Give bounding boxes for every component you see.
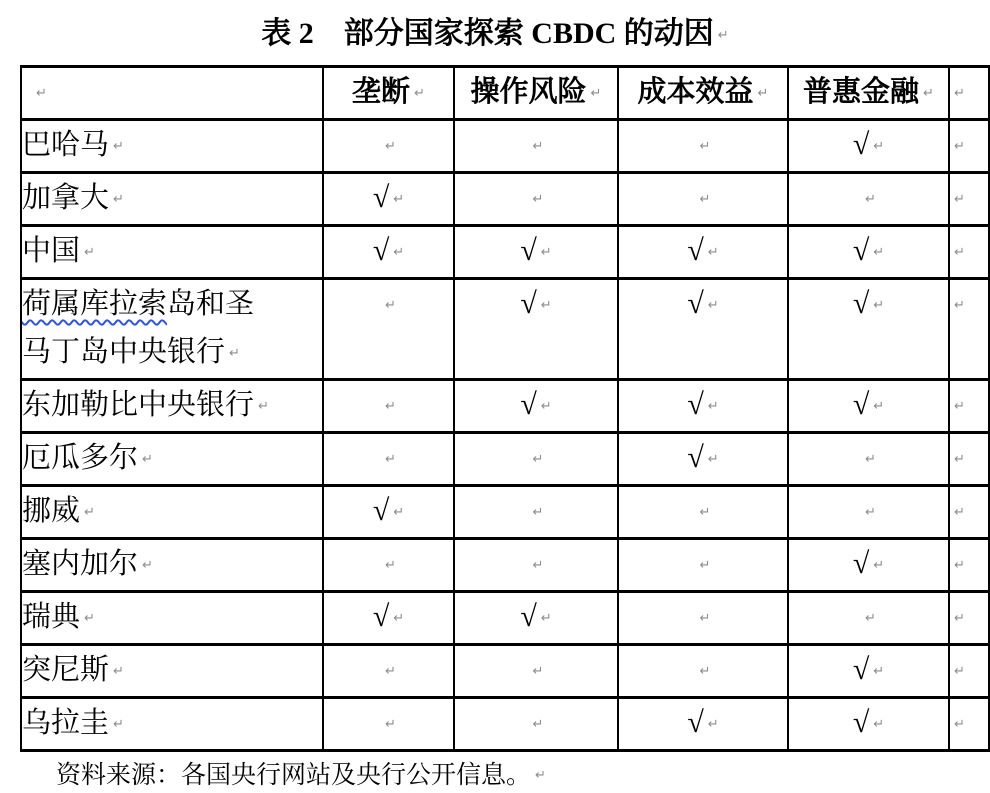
paragraph-mark: ↵ xyxy=(532,717,544,732)
country-name: 中国 xyxy=(22,235,81,267)
paragraph-mark: ↵ xyxy=(229,346,240,361)
empty-cell xyxy=(323,380,454,433)
paragraph-mark: ↵ xyxy=(532,139,544,154)
country-name: 突尼斯 xyxy=(22,654,110,686)
paragraph-mark: ↵ xyxy=(113,192,124,207)
row-end-mark-cell xyxy=(949,592,989,645)
paragraph-mark: ↵ xyxy=(532,452,544,467)
header-label: 成本效益 xyxy=(637,76,754,108)
row-end-mark-cell xyxy=(949,486,989,539)
empty-cell xyxy=(788,433,949,486)
paragraph-mark: ↵ xyxy=(865,505,876,520)
row-end-mark-cell xyxy=(949,380,989,433)
row-end-mark-cell xyxy=(949,539,989,592)
row-end-mark-cell xyxy=(949,645,989,698)
check-cell xyxy=(618,226,788,279)
table-title xyxy=(0,13,990,57)
source-note-text: 资料来源：各国央行网站及央行公开信息。 xyxy=(56,762,532,789)
check-mark: √ xyxy=(520,287,537,320)
check-mark: √ xyxy=(852,388,870,421)
paragraph-mark: ↵ xyxy=(142,452,153,467)
check-cell xyxy=(618,279,788,380)
paragraph-mark: ↵ xyxy=(385,717,396,732)
paragraph-mark: ↵ xyxy=(532,192,544,207)
table-row xyxy=(21,645,989,698)
paragraph-mark: ↵ xyxy=(873,298,885,313)
paragraph-mark: ↵ xyxy=(699,611,711,626)
paragraph-mark: ↵ xyxy=(385,298,396,313)
table-row xyxy=(21,592,989,645)
paragraph-mark: ↵ xyxy=(699,664,711,679)
table-row xyxy=(21,120,989,173)
paragraph-mark: ↵ xyxy=(865,192,876,207)
check-mark: √ xyxy=(372,600,390,633)
empty-cell xyxy=(323,433,454,486)
header-cell-financial-inclusion xyxy=(788,67,949,120)
check-mark: √ xyxy=(372,234,390,267)
table-body xyxy=(21,120,989,751)
paragraph-mark: ↵ xyxy=(113,664,124,679)
country-name: 挪威 xyxy=(22,495,81,527)
row-end-mark: ↵ xyxy=(954,86,965,101)
header-cell-monopoly xyxy=(323,67,454,120)
table-row xyxy=(21,539,989,592)
check-cell xyxy=(323,226,454,279)
table-title-text: 表 2 部分国家探索 CBDC 的动因 xyxy=(261,17,714,50)
country-cell xyxy=(21,645,323,698)
empty-cell xyxy=(618,173,788,226)
paragraph-mark: ↵ xyxy=(113,717,124,732)
check-mark: √ xyxy=(687,234,704,267)
row-end-mark: ↵ xyxy=(954,717,965,732)
country-cell xyxy=(21,433,323,486)
paragraph-mark: ↵ xyxy=(590,86,602,101)
header-cell-cost-benefit xyxy=(618,67,788,120)
table-row xyxy=(21,173,989,226)
paragraph-mark: ↵ xyxy=(707,245,719,260)
row-end-mark: ↵ xyxy=(954,399,965,414)
check-mark: √ xyxy=(520,600,537,633)
check-mark: √ xyxy=(687,287,704,320)
header-label: 操作风险 xyxy=(470,76,587,108)
empty-cell xyxy=(618,539,788,592)
paragraph-mark: ↵ xyxy=(532,558,544,573)
check-cell xyxy=(323,592,454,645)
empty-cell xyxy=(323,279,454,380)
table-row xyxy=(21,433,989,486)
check-cell xyxy=(788,226,949,279)
check-cell xyxy=(618,433,788,486)
paragraph-mark: ↵ xyxy=(865,611,876,626)
empty-cell xyxy=(618,120,788,173)
country-cell xyxy=(21,592,323,645)
paragraph-mark: ↵ xyxy=(535,768,546,783)
paragraph-mark: ↵ xyxy=(385,139,396,154)
country-name: 岛和圣 xyxy=(167,288,255,320)
row-end-mark: ↵ xyxy=(954,505,965,520)
paragraph-mark: ↵ xyxy=(393,245,405,260)
paragraph-mark: ↵ xyxy=(699,505,711,520)
paragraph-mark: ↵ xyxy=(385,664,396,679)
row-end-mark: ↵ xyxy=(954,139,965,154)
country-cell xyxy=(21,380,323,433)
empty-cell xyxy=(618,645,788,698)
check-mark: √ xyxy=(852,547,870,580)
empty-cell xyxy=(454,433,618,486)
paragraph-mark: ↵ xyxy=(414,86,425,101)
check-cell xyxy=(454,226,618,279)
paragraph-mark: ↵ xyxy=(707,399,719,414)
check-mark: √ xyxy=(520,234,537,267)
empty-cell xyxy=(454,120,618,173)
empty-cell xyxy=(323,120,454,173)
check-mark: √ xyxy=(687,706,704,739)
empty-cell xyxy=(454,486,618,539)
country-cell xyxy=(21,120,323,173)
country-cell xyxy=(21,279,323,380)
paragraph-mark: ↵ xyxy=(873,399,885,414)
paragraph-mark: ↵ xyxy=(699,192,711,207)
paragraph-mark: ↵ xyxy=(532,505,544,520)
header-cell-empty xyxy=(21,67,323,120)
check-mark: √ xyxy=(852,128,870,161)
empty-cell xyxy=(618,592,788,645)
table-row xyxy=(21,279,989,380)
empty-cell xyxy=(323,539,454,592)
check-cell xyxy=(788,279,949,380)
country-cell xyxy=(21,173,323,226)
paragraph-mark: ↵ xyxy=(142,558,153,573)
row-end-mark-cell xyxy=(949,698,989,751)
paragraph-mark: ↵ xyxy=(393,611,405,626)
check-cell xyxy=(788,380,949,433)
paragraph-mark: ↵ xyxy=(540,245,552,260)
paragraph-mark: ↵ xyxy=(540,611,552,626)
check-mark: √ xyxy=(852,287,870,320)
country-name: 东加勒比中央银行 xyxy=(22,389,255,421)
table-row xyxy=(21,698,989,751)
row-end-mark-cell xyxy=(949,173,989,226)
paragraph-mark: ↵ xyxy=(113,139,124,154)
paragraph-mark: ↵ xyxy=(84,245,95,260)
country-name: 巴哈马 xyxy=(22,129,110,161)
check-cell xyxy=(788,539,949,592)
paragraph-mark: ↵ xyxy=(717,28,729,43)
check-mark: √ xyxy=(852,706,870,739)
country-name: 厄瓜多尔 xyxy=(22,442,139,474)
check-cell xyxy=(454,380,618,433)
check-mark: √ xyxy=(687,441,704,474)
source-note xyxy=(56,759,990,793)
check-cell xyxy=(323,486,454,539)
check-cell xyxy=(618,698,788,751)
check-cell xyxy=(454,279,618,380)
row-end-mark-cell xyxy=(949,226,989,279)
row-end-mark: ↵ xyxy=(954,192,965,207)
country-name: 乌拉圭 xyxy=(22,707,110,739)
check-mark: √ xyxy=(852,653,870,686)
table-row xyxy=(21,486,989,539)
empty-cell xyxy=(323,645,454,698)
paragraph-mark: ↵ xyxy=(873,245,885,260)
empty-cell xyxy=(454,539,618,592)
paragraph-mark: ↵ xyxy=(393,192,405,207)
table-header-row xyxy=(21,67,989,120)
row-end-mark-cell xyxy=(949,120,989,173)
paragraph-mark: ↵ xyxy=(865,452,876,467)
row-end-mark-cell xyxy=(949,67,989,120)
paragraph-mark: ↵ xyxy=(757,86,769,101)
paragraph-mark: ↵ xyxy=(873,664,885,679)
header-label: 垄断 xyxy=(352,76,411,108)
paragraph-mark: ↵ xyxy=(258,399,269,414)
check-cell xyxy=(788,645,949,698)
country-name-underlined: 荷属库拉索 xyxy=(22,288,168,320)
table-row xyxy=(21,226,989,279)
empty-cell xyxy=(454,645,618,698)
paragraph-mark: ↵ xyxy=(699,139,711,154)
paragraph-mark: ↵ xyxy=(873,139,885,154)
check-cell xyxy=(788,698,949,751)
country-name: 瑞典 xyxy=(22,601,81,633)
paragraph-mark: ↵ xyxy=(532,664,544,679)
paragraph-mark: ↵ xyxy=(385,558,396,573)
row-end-mark: ↵ xyxy=(954,298,965,313)
paragraph-mark: ↵ xyxy=(393,505,405,520)
paragraph-mark: ↵ xyxy=(707,452,719,467)
paragraph-mark: ↵ xyxy=(707,717,719,732)
check-mark: √ xyxy=(687,388,704,421)
check-mark: √ xyxy=(372,494,390,527)
header-label: 普惠金融 xyxy=(803,76,920,108)
empty-cell xyxy=(788,486,949,539)
row-end-mark: ↵ xyxy=(954,452,965,467)
table-row xyxy=(21,380,989,433)
paragraph-mark: ↵ xyxy=(699,558,711,573)
row-end-mark-cell xyxy=(949,279,989,380)
country-name: 加拿大 xyxy=(22,182,110,214)
paragraph-mark: ↵ xyxy=(923,86,934,101)
country-cell xyxy=(21,486,323,539)
empty-cell xyxy=(454,173,618,226)
check-mark: √ xyxy=(852,234,870,267)
country-name: 马丁岛中央银行 xyxy=(22,336,226,368)
empty-cell xyxy=(788,173,949,226)
check-cell xyxy=(788,120,949,173)
header-cell-operational-risk xyxy=(454,67,618,120)
paragraph-mark: ↵ xyxy=(385,399,396,414)
row-end-mark: ↵ xyxy=(954,664,965,679)
paragraph-mark: ↵ xyxy=(84,505,95,520)
check-cell xyxy=(618,380,788,433)
paragraph-mark: ↵ xyxy=(36,86,47,101)
empty-cell xyxy=(323,698,454,751)
paragraph-mark: ↵ xyxy=(540,399,552,414)
country-cell xyxy=(21,698,323,751)
row-end-mark: ↵ xyxy=(954,245,965,260)
empty-cell xyxy=(454,698,618,751)
country-cell xyxy=(21,226,323,279)
paragraph-mark: ↵ xyxy=(707,298,719,313)
check-mark: √ xyxy=(520,388,537,421)
paragraph-mark: ↵ xyxy=(385,452,396,467)
paragraph-mark: ↵ xyxy=(873,717,885,732)
paragraph-mark: ↵ xyxy=(84,611,95,626)
paragraph-mark: ↵ xyxy=(540,298,552,313)
document-page xyxy=(0,13,990,789)
cbdc-motivation-table xyxy=(20,65,990,752)
check-mark: √ xyxy=(372,181,390,214)
paragraph-mark: ↵ xyxy=(873,558,885,573)
empty-cell xyxy=(618,486,788,539)
check-cell xyxy=(323,173,454,226)
row-end-mark: ↵ xyxy=(954,558,965,573)
row-end-mark-cell xyxy=(949,433,989,486)
country-name: 塞内加尔 xyxy=(22,548,139,580)
empty-cell xyxy=(788,592,949,645)
country-cell xyxy=(21,539,323,592)
row-end-mark: ↵ xyxy=(954,611,965,626)
check-cell xyxy=(454,592,618,645)
